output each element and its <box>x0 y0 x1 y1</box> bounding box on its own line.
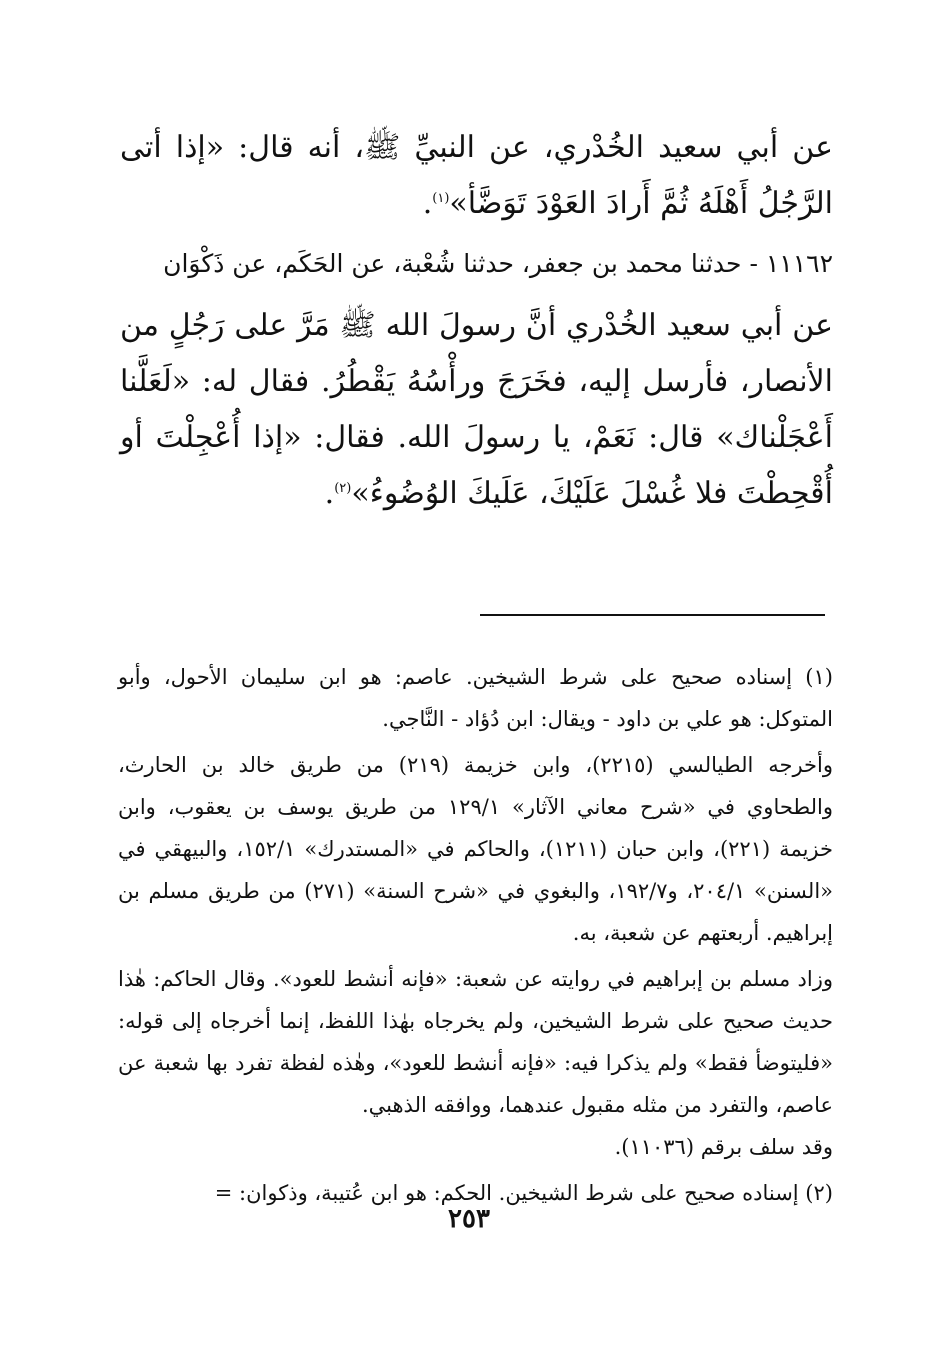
footnotes <box>118 656 833 1214</box>
footnote-1-isnad: (١) إسناده صحيح على شرط الشيخين. عاصم: هو ابن سليمان الأحول، وأبو المتوكل: هو علي بن داود - ويقال: ابن دُؤاد - النَّاجي. <box>118 665 833 731</box>
footnote-1-crossref: وقد سلف برقم (١١٠٣٦). <box>614 1135 833 1159</box>
page-number: ٢٥٣ <box>448 1204 490 1234</box>
hadith-text-1 <box>120 120 833 232</box>
hadith-text-1-end: . <box>422 186 433 221</box>
hadith-text-2 <box>120 298 833 522</box>
footnote-separator <box>480 614 825 616</box>
footnote-1-takhrij: وأخرجه الطيالسي (٢٢١٥)، وابن خزيمة (٢١٩) من طريق خالد بن الحارث، والطحاوي في «شرح معاني الآثار» ١٢٩/١ من طريق يوسف بن يعقوب، وابن خزيمة (٢٢١)، وابن حبان (١٢١١)، والحاكم في «المستدرك» ١٥٢/١، والبيهقي في «السنن» ٢٠٤/١، و١٩٢/٧، والبغوي في «شرح السنة» (٢٧١) من طريق مسلم بن إبراهيم. أربعتهم عن شعبة، به. <box>118 753 833 945</box>
footnote-ref-1: (١) <box>432 191 450 206</box>
hadith-text-2-body: عن أبي سعيد الخُدْري أنَّ رسولَ الله ﷺ مَرَّ على رَجُلٍ من الأنصار، فأرسل إليه، فخَرَجَ ورأْسُهُ يَقْطُرُ. فقال له: «لَعَلَّنا أَعْجَلْناك» قال: نَعَمْ، يا رسولَ الله. فقال: «إذا أُعْجِلْتَ أو أُقْحِطْتَ فلا غُسْلَ عَلَيْكَ، عَلَيكَ الوُضُوءُ» <box>120 308 833 511</box>
footnote-2: (٢) إسناده صحيح على شرط الشيخين. الحكم: هو ابن عُتيبة، وذكوان: = <box>214 1181 833 1205</box>
hadith-text-2-end: . <box>324 476 335 511</box>
footnote-ref-2: (٢) <box>334 481 352 496</box>
hadith-text-1-body: عن أبي سعيد الخُدْري، عن النبيِّ ﷺ، أنه قال: «إذا أتى الرَّجُلُ أَهْلَهُ ثُمَّ أَرادَ العَوْدَ تَوَضَّأ» <box>120 130 833 221</box>
main-text <box>120 120 833 522</box>
hadith-chain-11162: ١١١٦٢ - حدثنا محمد بن جعفر، حدثنا شُعْبة، عن الحَكَم، عن ذَكْوَان <box>163 249 833 278</box>
footnote-1-addition: وزاد مسلم بن إبراهيم في روايته عن شعبة: «فإنه أنشط للعود». وقال الحاكم: هٰذا حديث صحيح على شرط الشيخين، ولم يخرجاه بهٰذا اللفظ، إنما أخرجاه إلى قوله: «فليتوضأ فقط» ولم يذكرا فيه: «فإنه أنشط للعود»، وهٰذه لفظة تفرد بها شعبة عن عاصم، والتفرد من مثله مقبول عندهما، ووافقه الذهبي. <box>118 967 833 1117</box>
